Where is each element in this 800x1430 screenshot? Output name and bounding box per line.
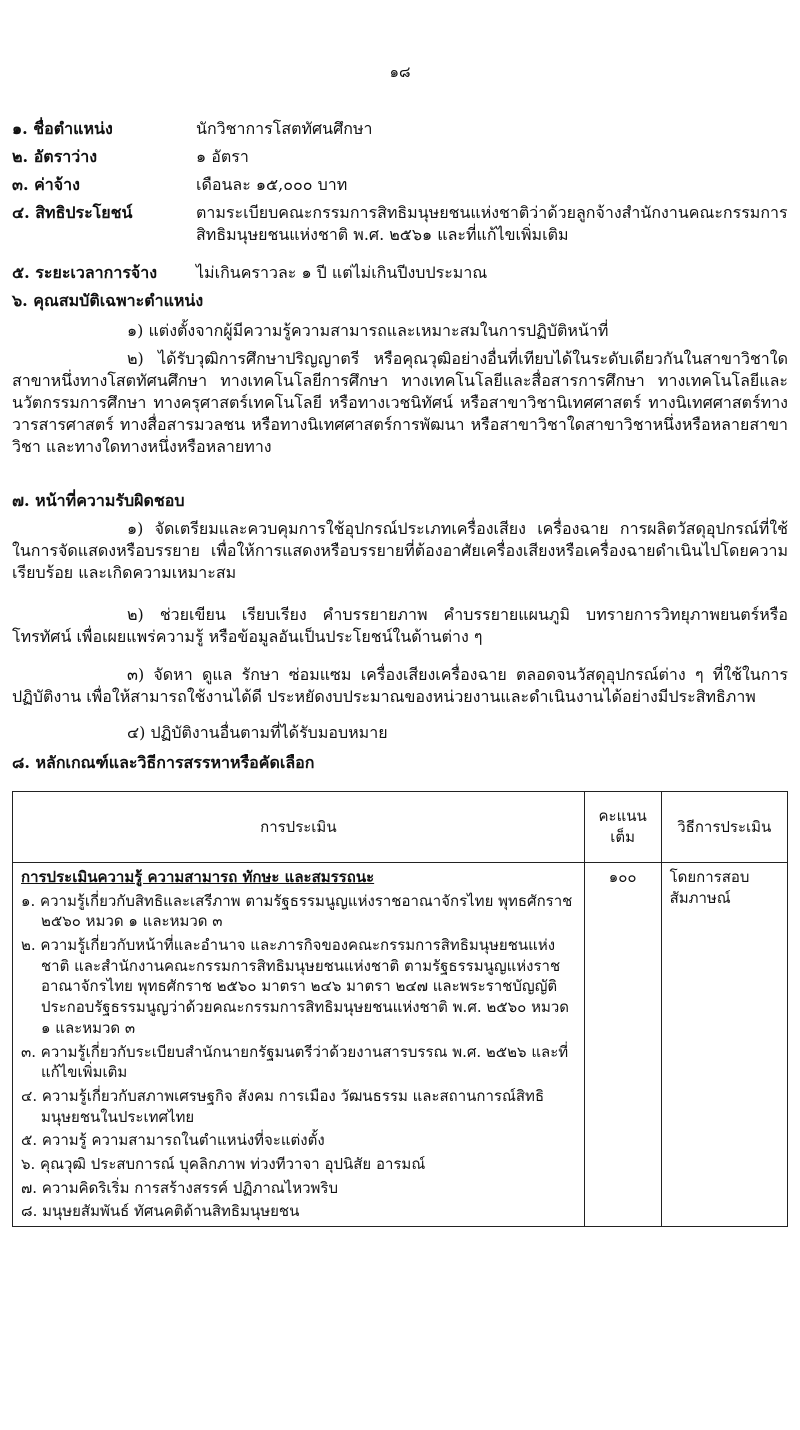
section-selection-heading: ๘. หลักเกณฑ์และวิธีการสรรหาหรือคัดเลือก — [12, 753, 315, 772]
criteria-item: ๑. ความรู้เกี่ยวกับสิทธิและเสรีภาพ ตามรัฐธรรมนูญแห่งราชอาณาจักรไทย พุทธศักราช ๒๕๖๐ หมวด ๑ และหมวด ๓ — [21, 891, 573, 931]
criteria-item: ๖. คุณวุฒิ ประสบการณ์ บุคลิกภาพ ท่วงทีวาจา อุปนิสัย อารมณ์ — [21, 1154, 426, 1173]
field-position-name — [12, 118, 788, 144]
header-method: วิธีการประเมิน — [661, 792, 787, 863]
criteria-group-title: การประเมินความรู้ ความสามารถ ทักษะ และสมรรถนะ — [21, 868, 375, 886]
table-header-row — [13, 792, 788, 863]
field-employment-period — [12, 262, 788, 288]
field-label: ๑. ชื่อตำแหน่ง — [12, 119, 113, 138]
header-evaluation: การประเมิน — [13, 792, 585, 863]
criteria-item: ๓. ความรู้เกี่ยวกับระเบียบสำนักนายกรัฐมนตรีว่าด้วยงานสารบรรณ พ.ศ. ๒๕๒๖ และที่แก้ไขเพิ่มเติม — [21, 1042, 569, 1082]
header-full-score: คะแนนเต็ม — [584, 792, 661, 863]
criteria-item: ๔. ความรู้เกี่ยวกับสภาพเศรษฐกิจ สังคม การเมือง วัฒนธรรม และสถานการณ์สิทธิมนุษยชนในประเทศไทย — [21, 1086, 545, 1126]
duty-item: ๑) จัดเตรียมและควบคุมการใช้อุปกรณ์ประเภทเครื่องเสียง เครื่องฉาย การผลิตวัสดุอุปกรณ์ที่ใช้ในการจัดแสดงหรือบรรยาย เพื่อให้การแสดงหรือบรรยายที่ต้องอาศัยเครื่องเสียงหรือเครื่องฉายดำเนินไปโดยความเรียบร้อย และเกิดความเหมาะสม — [12, 519, 788, 583]
criteria-item: ๕. ความรู้ ความสามารถในตำแหน่งที่จะแต่งตั้ง — [21, 1131, 325, 1150]
field-label: ๒. อัตราว่าง — [12, 147, 98, 166]
criteria-item: ๒. ความรู้เกี่ยวกับหน้าที่และอำนาจ และภารกิจของคณะกรรมการสิทธิมนุษยชนแห่งชาติ และสำนักงานคณะกรรมการสิทธิมนุษยชนแห่งชาติ ตามรัฐธรรมนูญแห่งราชอาณาจักรไทย พุทธศักราช ๒๕๖๐ มาตรา ๒๔๖ มาตรา ๒๔๗ และพระราชบัญญัติประกอบรัฐธรรมนูญว่าด้วยคณะกรรมการสิทธิมนุษยชนแห่งชาติ พ.ศ. ๒๕๖๐ หมวด ๑ และหมวด ๓ — [21, 936, 570, 1037]
field-label: ๕. ระยะเวลาการจ้าง — [12, 263, 158, 282]
criteria-item: ๘. มนุษยสัมพันธ์ ทัศนคติด้านสิทธิมนุษยชน — [21, 1202, 300, 1221]
criteria-item: ๗. ความคิดริเริ่ม การสร้างสรรค์ ปฏิภาณไหวพริบ — [21, 1178, 338, 1197]
duty-item: ๔) ปฏิบัติงานอื่นตามที่ได้รับมอบหมาย — [127, 723, 388, 742]
evaluation-method-value: โดยการสอบสัมภาษณ์ — [661, 863, 787, 1227]
field-value: ไม่เกินคราวละ ๑ ปี แต่ไม่เกินปีงบประมาณ — [196, 263, 488, 282]
field-wage — [12, 174, 788, 200]
evaluation-criteria-cell — [13, 863, 585, 1227]
field-label: ๔. สิทธิประโยชน์ — [12, 203, 133, 222]
field-value: ตามระเบียบคณะกรรมการสิทธิมนุษยชนแห่งชาติว่าด้วยลูกจ้างสำนักงานคณะกรรมการสิทธิมนุษยชนแห่งชาติ พ.ศ. ๒๕๖๑ และที่แก้ไขเพิ่มเติม — [196, 203, 788, 245]
duty-item: ๒) ช่วยเขียน เรียบเรียง คำบรรยายภาพ คำบรรยายแผนภูมิ บทรายการวิทยุภาพยนตร์หรือโทรทัศน์ เพื่อเผยแพร่ความรู้ หรือข้อมูลอันเป็นประโยชน์ในด้านต่าง ๆ — [12, 605, 788, 647]
qualification-item: ๑) แต่งตั้งจากผู้มีความรู้ความสามารถและเหมาะสมในการปฏิบัติหน้าที่ — [127, 321, 609, 340]
field-value: นักวิชาการโสตทัศนศึกษา — [196, 119, 373, 138]
section-duties-heading: ๗. หน้าที่ความรับผิดชอบ — [12, 491, 185, 510]
field-value: ๑ อัตรา — [196, 147, 249, 166]
section-qualifications-heading: ๖. คุณสมบัติเฉพาะตำแหน่ง — [12, 291, 204, 310]
selection-criteria-table — [12, 791, 788, 1227]
field-vacancy — [12, 146, 788, 172]
field-label: ๓. ค่าจ้าง — [12, 175, 80, 194]
page-number: ๑๘ — [389, 63, 411, 81]
field-benefits — [12, 202, 788, 260]
duty-item: ๓) จัดหา ดูแล รักษา ซ่อมแซม เครื่องเสียงเครื่องฉาย ตลอดจนวัสดุอุปกรณ์ต่าง ๆ ที่ใช้ในการปฏิบัติงาน เพื่อให้สามารถใช้งานได้ดี ประหยัดงบประมาณของหน่วยงานและดำเนินงานได้อย่างมีประสิทธิภาพ — [12, 665, 788, 707]
field-value: เดือนละ ๑๕,๐๐๐ บาท — [196, 175, 348, 194]
table-row — [13, 863, 788, 1227]
qualification-item: ๒) ได้รับวุฒิการศึกษาปริญญาตรี หรือคุณวุฒิอย่างอื่นที่เทียบได้ในระดับเดียวกันในสาขาวิชาใดสาขาหนึ่งทางโสตทัศนศึกษา ทางเทคโนโลยีการศึกษา ทางเทคโนโลยีและสื่อสารการศึกษา ทางเทคโนโลยีและนวัตกรรมการศึกษา ทางครุศาสตร์เทคโนโลยี หรือทางเวชนิทัศน์ หรือสาขาวิชานิเทศศาสตร์ ทางนิเทศศาสตร์ทางวารสารศาสตร์ ทางสื่อสารมวลชน หรือทางนิเทศศาสตร์การพัฒนา หรือสาขาวิชาใดสาขาวิชาหนึ่งหรือหลายสาขาวิชา และทางใดทางหนึ่งหรือหลายทาง — [12, 349, 788, 457]
full-score-value: ๑๐๐ — [584, 863, 661, 1227]
